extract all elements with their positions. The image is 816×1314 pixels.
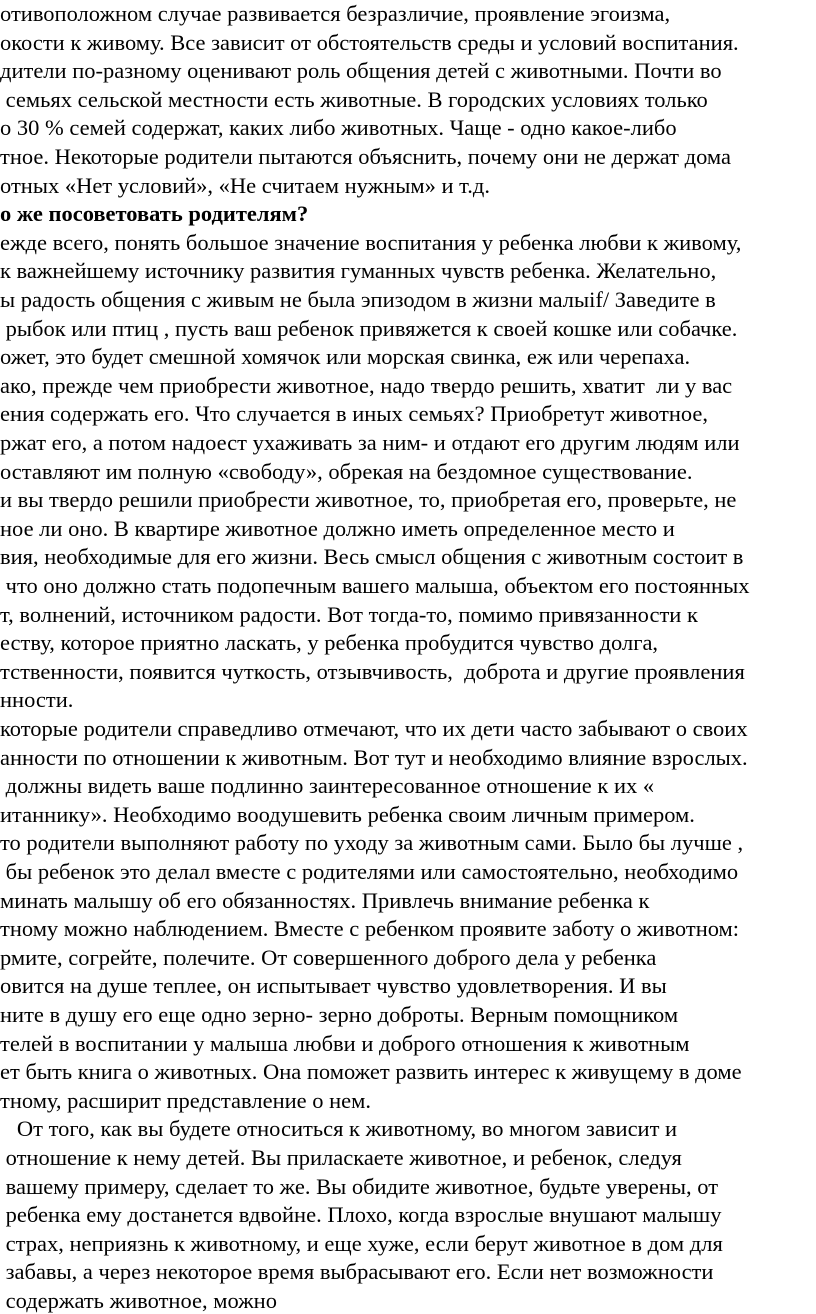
section-heading: о же посоветовать родителям? — [0, 201, 309, 227]
text-line: еству, которое приятно ласкать, у ребенка пробудится чувство долга, — [0, 630, 659, 656]
text-line: вия, необходимые для его жизни. Весь смысл общения с животным состоит в — [0, 544, 744, 570]
text-line: ежде всего, понять большое значение воспитания у ребенка любви к живому, — [0, 229, 742, 255]
text-line: рыбок или птиц , пусть ваш ребенок привяжется к своей кошке или собачке. — [0, 315, 738, 341]
text-line: содержать животное, можно — [0, 1288, 277, 1313]
text-line: овится на душе теплее, он испытывает чувство удовлетворения. И вы — [0, 973, 667, 999]
text-line: итаннику». Необходимо воодушевить ребенка своим личным примером. — [0, 801, 695, 827]
text-line: нности. — [0, 687, 74, 713]
text-line: оставляют им полную «свободу», обрекая на бездомное существование. — [0, 458, 693, 484]
text-line: т, волнений, источником радости. Вот тогда-то, помимо привязанности к — [0, 601, 698, 627]
text-line: дители по-разному оценивают роль общения детей с животными. Почти во — [0, 58, 722, 84]
text-line: От того, как вы будете относиться к животному, во многом зависит и — [0, 1116, 678, 1142]
text-line: должны видеть ваше подлинно заинтересованное отношение к их « — [0, 773, 655, 799]
text-line: ните в душу его еще одно зерно- зерно доброты. Верным помощником — [0, 1002, 679, 1027]
text-line: тному можно наблюдением. Вместе с ребенком проявите заботу о животном: — [0, 916, 740, 942]
text-line: отношение к нему детей. Вы приласкаете животное, и ребенок, следуя — [0, 1145, 682, 1170]
text-line: ржат его, а потом надоест ухаживать за ним- и отдают его другим людям или — [0, 430, 740, 455]
text-line: что оно должно стать подопечным вашего малыша, объектом его постоянных — [0, 573, 750, 598]
text-line: тному, расширит представление о нем. — [0, 1087, 372, 1113]
text-line: семьях сельской местности есть животные. В городских условиях только — [0, 86, 708, 112]
text-line: и вы твердо решили приобрести животное, то, приобретая его, проверьте, не — [0, 487, 737, 513]
text-line: к важнейшему источнику развития гуманных чувств ребенка. Желательно, — [0, 258, 717, 284]
text-line: бы ребенок это делал вместе с родителями или самостоятельно, необходимо — [0, 859, 739, 884]
text-line: ожет, это будет смешной хомячок или морская свинка, еж или черепаха. — [0, 344, 691, 370]
text-line: ребенка ему достанется вдвойне. Плохо, когда взрослые внушают малышу — [0, 1202, 722, 1228]
text-line: забавы, а через некоторое время выбрасывают его. Если нет возможности — [0, 1259, 714, 1285]
text-line: рмите, согрейте, полечите. От совершенного доброго дела у ребенка — [0, 944, 657, 970]
text-line: окости к живому. Все зависит от обстоятельств среды и условий воспитания. — [0, 29, 739, 55]
text-line: телей в воспитании у малыша любви и доброго отношения к животным — [0, 1030, 690, 1056]
text-line: ное ли оно. В квартире животное должно иметь определенное место и — [0, 515, 675, 541]
text-line: ы радость общения с живым не была эпизодом в жизни малыif/ Заведите в — [0, 287, 716, 312]
text-line: то родители выполняют работу по уходу за животным сами. Было бы лучше , — [0, 830, 744, 856]
text-line: ения содержать его. Что случается в иных семьях? Приобретут животное, — [0, 401, 709, 427]
text-line: ако, прежде чем приобрести животное, надо твердо решить, хватит ли у вас — [0, 372, 733, 398]
text-line: ет быть книга о животных. Она поможет развить интерес к живущему в доме — [0, 1059, 742, 1085]
text-line: тное. Некоторые родители пытаются объяснить, почему они не держат дома — [0, 144, 731, 169]
text-line: страх, неприязнь к животному, и еще хуже, если берут животное в дом для — [0, 1230, 723, 1256]
text-line: которые родители справедливо отмечают, что их дети часто забывают о своих — [0, 716, 748, 741]
text-line: анности по отношении к животным. Вот тут и необходимо влияние взрослых. — [0, 744, 748, 770]
text-line: вашему примеру, сделает то же. Вы обидите животное, будьте уверены, от — [0, 1173, 719, 1199]
text-line: отивоположном случае развивается безразличие, проявление эгоизма, — [0, 1, 671, 26]
text-line: минать малышу об его обязанностях. Привлечь внимание ребенка к — [0, 887, 650, 913]
text-line: о 30 % семей содержат, каких либо животных. Чаще - одно какое-либо — [0, 115, 677, 141]
text-line: тственности, появится чуткость, отзывчивость, доброта и другие проявления — [0, 658, 745, 684]
text-line: отных «Нет условий», «Не считаем нужным» и т.д. — [0, 172, 490, 198]
